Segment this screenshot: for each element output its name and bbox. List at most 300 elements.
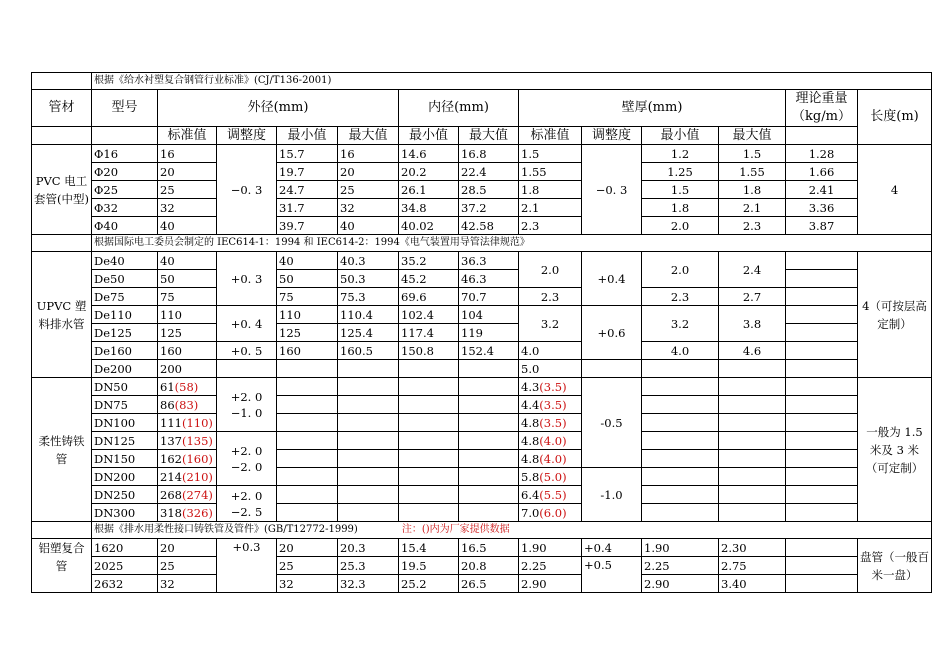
wall-adjust: +0.6	[582, 306, 642, 360]
wall-standard: 1.90	[519, 539, 582, 557]
model-cell: DN300	[92, 504, 158, 522]
id-max: 46.3	[459, 270, 519, 288]
wall-min: 1.8	[642, 199, 719, 217]
id-min	[399, 486, 459, 504]
od-max	[338, 468, 399, 486]
od-adjust: +0. 4	[217, 306, 277, 342]
wall-standard: 2.1	[519, 199, 582, 217]
od-max: 25	[338, 181, 399, 199]
model-cell: De200	[92, 360, 158, 378]
wall-standard: 2.3	[519, 217, 582, 235]
od-adjust	[217, 432, 277, 486]
model-cell: DN250	[92, 486, 158, 504]
length: 盘管（一般百米一盘）	[858, 539, 932, 593]
weight	[786, 486, 858, 504]
wall-min: 2.0	[642, 217, 719, 235]
od-max: 40.3	[338, 252, 399, 270]
blank-cell	[32, 522, 92, 539]
subheader-wall-standard: 标准值	[519, 127, 582, 145]
od-min: 19.7	[277, 163, 338, 181]
od-max: 32	[338, 199, 399, 217]
wall-min: 1.5	[642, 181, 719, 199]
od-mfr-value: (83)	[174, 397, 199, 412]
wall-max: 2.75	[719, 557, 786, 575]
pipe-spec-table	[31, 72, 932, 593]
od-adjust	[217, 360, 277, 378]
weight	[786, 432, 858, 450]
od-standard	[158, 378, 217, 396]
wall-standard	[519, 504, 582, 522]
id-max: 119	[459, 324, 519, 342]
od-adjust	[217, 378, 277, 432]
model-cell: DN100	[92, 414, 158, 432]
wall-value: 7.0	[521, 505, 540, 520]
wall-max	[719, 504, 786, 522]
od-min: 40	[277, 252, 338, 270]
wall-adjust: −0. 3	[582, 145, 642, 235]
header-model: 型号	[92, 90, 158, 127]
od-max	[338, 450, 399, 468]
model-cell: 2632	[92, 575, 158, 593]
od-value: 268	[160, 487, 182, 502]
weight	[786, 306, 858, 324]
header-outer-diameter: 外径(mm)	[158, 90, 399, 127]
wall-min	[642, 450, 719, 468]
id-max: 104	[459, 306, 519, 324]
id-max: 36.3	[459, 252, 519, 270]
wall-value: 4.8	[521, 415, 540, 430]
length: 一般为 1.5 米及 3 米（可定制）	[858, 378, 932, 522]
material-aluminum-plastic: 铝塑复合管	[32, 539, 92, 593]
od-adjust: +0. 3	[217, 252, 277, 306]
subheader-wall-adjust: 调整度	[582, 127, 642, 145]
wall-mfr-value: (4.0)	[539, 451, 567, 466]
od-adjust: −0. 3	[217, 145, 277, 235]
wall-value: 4.8	[521, 451, 540, 466]
od-min	[277, 504, 338, 522]
material-upvc: UPVC 塑料排水管	[32, 252, 92, 378]
id-max	[459, 396, 519, 414]
standard-iec614: 根据国际电工委员会制定的 IEC614-1：1994 和 IEC614-2：1994《电气装置用导管法律规范》	[92, 235, 932, 252]
wall-min	[642, 360, 719, 378]
od-min: 15.7	[277, 145, 338, 163]
id-min	[399, 378, 459, 396]
model-cell: De50	[92, 270, 158, 288]
id-min: 14.6	[399, 145, 459, 163]
id-max: 70.7	[459, 288, 519, 306]
model-cell: 2025	[92, 557, 158, 575]
id-min: 69.6	[399, 288, 459, 306]
od-standard	[158, 414, 217, 432]
wall-min	[642, 432, 719, 450]
wall-standard: 2.3	[519, 288, 582, 306]
od-min: 32	[277, 575, 338, 593]
wall-min: 1.2	[642, 145, 719, 163]
header-material: 管材	[32, 90, 92, 127]
id-min: 26.1	[399, 181, 459, 199]
wall-mfr-value: (4.0)	[539, 433, 567, 448]
wall-min: 1.25	[642, 163, 719, 181]
weight	[786, 252, 858, 270]
wall-max	[719, 450, 786, 468]
wall-min: 2.3	[642, 288, 719, 306]
wall-mfr-value: (3.5)	[539, 415, 567, 430]
od-min: 75	[277, 288, 338, 306]
wall-max: 2.7	[719, 288, 786, 306]
od-value: 162	[160, 451, 182, 466]
wall-min: 2.0	[642, 252, 719, 288]
od-standard: 110	[158, 306, 217, 324]
wall-min	[642, 468, 719, 486]
od-value: 61	[160, 379, 175, 394]
od-standard: 20	[158, 163, 217, 181]
weight	[786, 575, 858, 593]
od-standard	[158, 396, 217, 414]
od-value: 111	[160, 415, 182, 430]
header-inner-diameter: 内径(mm)	[399, 90, 519, 127]
wall-max	[719, 486, 786, 504]
od-standard	[158, 504, 217, 522]
id-max	[459, 378, 519, 396]
wall-standard: 1.55	[519, 163, 582, 181]
weight: 3.36	[786, 199, 858, 217]
subheader-od-adjust: 调整度	[217, 127, 277, 145]
wall-adjust: -1.0	[582, 468, 642, 522]
od-value: 86	[160, 397, 175, 412]
material-pvc: PVC 电工套管(中型)	[32, 145, 92, 235]
wall-min: 1.90	[642, 539, 719, 557]
wall-max: 1.55	[719, 163, 786, 181]
id-max	[459, 450, 519, 468]
od-max	[338, 504, 399, 522]
model-cell: Φ32	[92, 199, 158, 217]
wall-adjust: +0.4	[582, 539, 642, 557]
id-min: 34.8	[399, 199, 459, 217]
wall-standard	[519, 432, 582, 450]
length: 4	[858, 145, 932, 235]
wall-max	[719, 396, 786, 414]
od-min	[277, 486, 338, 504]
od-adjust	[217, 486, 277, 522]
wall-adjust	[582, 360, 642, 378]
wall-max	[719, 468, 786, 486]
wall-standard	[519, 414, 582, 432]
model-cell: DN75	[92, 396, 158, 414]
header-length: 长度(m)	[858, 90, 932, 145]
weight: 2.41	[786, 181, 858, 199]
model-cell: Φ20	[92, 163, 158, 181]
wall-mfr-value: (3.5)	[539, 397, 567, 412]
weight	[786, 270, 858, 288]
od-mfr-value: (110)	[181, 415, 213, 430]
id-min	[399, 468, 459, 486]
od-standard	[158, 432, 217, 450]
od-value: 318	[160, 505, 182, 520]
od-standard: 25	[158, 181, 217, 199]
od-min	[277, 468, 338, 486]
blank-cell	[786, 127, 858, 145]
wall-value: 4.3	[521, 379, 540, 394]
wall-value: 5.8	[521, 469, 540, 484]
wall-adjust: +0.4	[582, 252, 642, 306]
od-min	[277, 450, 338, 468]
id-min: 117.4	[399, 324, 459, 342]
od-min	[277, 414, 338, 432]
od-mfr-value: (210)	[181, 469, 213, 484]
od-standard: 32	[158, 199, 217, 217]
id-min: 19.5	[399, 557, 459, 575]
od-mfr-value: (160)	[181, 451, 213, 466]
od-standard: 40	[158, 217, 217, 235]
od-value: 137	[160, 433, 182, 448]
weight	[786, 557, 858, 575]
id-max	[459, 432, 519, 450]
od-standard: 200	[158, 360, 217, 378]
wall-min	[642, 396, 719, 414]
wall-standard	[519, 450, 582, 468]
wall-standard	[519, 486, 582, 504]
standard-gbt12772	[92, 522, 932, 539]
weight	[786, 288, 858, 306]
id-min: 15.4	[399, 539, 459, 557]
blank-cell	[92, 127, 158, 145]
od-standard	[158, 468, 217, 486]
id-max	[459, 504, 519, 522]
od-min: 31.7	[277, 199, 338, 217]
wall-value: 4.4	[521, 397, 540, 412]
material-ductile-iron: 柔性铸铁管	[32, 378, 92, 522]
model-cell: Φ16	[92, 145, 158, 163]
od-standard: 25	[158, 557, 217, 575]
od-min	[277, 360, 338, 378]
wall-max	[719, 414, 786, 432]
id-min	[399, 396, 459, 414]
od-min: 110	[277, 306, 338, 324]
id-min: 150.8	[399, 342, 459, 360]
wall-min: 3.2	[642, 306, 719, 342]
od-standard: 40	[158, 252, 217, 270]
od-value: 214	[160, 469, 182, 484]
od-min	[277, 378, 338, 396]
weight: 1.66	[786, 163, 858, 181]
subheader-wall-max: 最大值	[719, 127, 786, 145]
od-min: 50	[277, 270, 338, 288]
subheader-id-max: 最大值	[459, 127, 519, 145]
wall-standard	[519, 468, 582, 486]
id-min	[399, 450, 459, 468]
wall-max: 3.40	[719, 575, 786, 593]
id-max: 28.5	[459, 181, 519, 199]
wall-standard	[519, 378, 582, 396]
od-min: 39.7	[277, 217, 338, 235]
od-max: 75.3	[338, 288, 399, 306]
od-min	[277, 396, 338, 414]
od-min	[277, 432, 338, 450]
id-max: 37.2	[459, 199, 519, 217]
id-max: 20.8	[459, 557, 519, 575]
od-standard: 125	[158, 324, 217, 342]
weight	[786, 468, 858, 486]
subheader-od-max: 最大值	[338, 127, 399, 145]
od-max: 50.3	[338, 270, 399, 288]
model-cell: De40	[92, 252, 158, 270]
id-min: 45.2	[399, 270, 459, 288]
model-cell: DN200	[92, 468, 158, 486]
od-min: 24.7	[277, 181, 338, 199]
wall-adjust: -0.5	[582, 378, 642, 468]
weight: 3.87	[786, 217, 858, 235]
od-max	[338, 486, 399, 504]
wall-min	[642, 504, 719, 522]
od-min: 125	[277, 324, 338, 342]
wall-max: 4.6	[719, 342, 786, 360]
id-max: 26.5	[459, 575, 519, 593]
od-max: 20.3	[338, 539, 399, 557]
subheader-od-standard: 标准值	[158, 127, 217, 145]
wall-mfr-value: (6.0)	[539, 505, 567, 520]
wall-max	[719, 360, 786, 378]
wall-max: 3.8	[719, 306, 786, 342]
model-cell: De160	[92, 342, 158, 360]
wall-mfr-value: (5.5)	[539, 487, 567, 502]
model-cell: DN125	[92, 432, 158, 450]
id-max: 16.5	[459, 539, 519, 557]
od-max	[338, 414, 399, 432]
adjust-minus: −2. 0	[230, 459, 263, 474]
od-mfr-value: (274)	[181, 487, 213, 502]
id-min: 35.2	[399, 252, 459, 270]
od-max: 25.3	[338, 557, 399, 575]
od-max: 125.4	[338, 324, 399, 342]
id-max: 152.4	[459, 342, 519, 360]
id-min	[399, 432, 459, 450]
od-standard: 32	[158, 575, 217, 593]
wall-value: 4.8	[521, 433, 540, 448]
wall-min: 2.25	[642, 557, 719, 575]
wall-min	[642, 486, 719, 504]
weight	[786, 539, 858, 557]
id-min	[399, 414, 459, 432]
od-standard: 16	[158, 145, 217, 163]
id-min: 20.2	[399, 163, 459, 181]
subheader-id-min: 最小值	[399, 127, 459, 145]
id-max	[459, 468, 519, 486]
od-standard	[158, 450, 217, 468]
wall-mfr-value: (5.0)	[539, 469, 567, 484]
header-theoretical-weight: 理论重量（kg/m）	[786, 90, 858, 127]
blank-cell	[32, 235, 92, 252]
model-cell: Φ25	[92, 181, 158, 199]
weight	[786, 342, 858, 360]
weight	[786, 504, 858, 522]
weight	[786, 450, 858, 468]
od-mfr-value: (58)	[174, 379, 199, 394]
od-adjust: +0. 5	[217, 342, 277, 360]
weight	[786, 396, 858, 414]
od-standard: 50	[158, 270, 217, 288]
od-max: 20	[338, 163, 399, 181]
weight: 1.28	[786, 145, 858, 163]
model-cell: De75	[92, 288, 158, 306]
adjust-plus: +2. 0	[230, 389, 263, 404]
od-max: 160.5	[338, 342, 399, 360]
id-max: 22.4	[459, 163, 519, 181]
wall-adjust: +0.5	[582, 557, 642, 593]
od-mfr-value: (135)	[181, 433, 213, 448]
od-max	[338, 432, 399, 450]
weight	[786, 378, 858, 396]
adjust-minus: −1. 0	[230, 405, 263, 420]
model-cell: DN150	[92, 450, 158, 468]
wall-min	[642, 378, 719, 396]
wall-standard: 2.0	[519, 252, 582, 288]
wall-max	[719, 378, 786, 396]
model-cell: De125	[92, 324, 158, 342]
od-max: 16	[338, 145, 399, 163]
id-max	[459, 360, 519, 378]
model-cell: DN50	[92, 378, 158, 396]
adjust-plus: +2. 0	[230, 488, 263, 503]
od-min: 20	[277, 539, 338, 557]
weight	[786, 414, 858, 432]
model-cell: De110	[92, 306, 158, 324]
wall-min: 2.90	[642, 575, 719, 593]
id-min: 40.02	[399, 217, 459, 235]
wall-max: 2.3	[719, 217, 786, 235]
wall-max: 1.8	[719, 181, 786, 199]
od-adjust: +0.3	[217, 539, 277, 593]
id-max: 16.8	[459, 145, 519, 163]
od-max: 40	[338, 217, 399, 235]
blank-cell	[32, 73, 92, 90]
id-min	[399, 504, 459, 522]
od-max	[338, 396, 399, 414]
wall-max: 2.1	[719, 199, 786, 217]
wall-standard	[519, 396, 582, 414]
adjust-plus: +2. 0	[230, 443, 263, 458]
wall-min: 4.0	[642, 342, 719, 360]
od-max: 32.3	[338, 575, 399, 593]
adjust-minus: −2. 5	[230, 504, 263, 519]
weight	[786, 360, 858, 378]
wall-max	[719, 432, 786, 450]
subheader-od-min: 最小值	[277, 127, 338, 145]
wall-standard: 1.5	[519, 145, 582, 163]
subheader-wall-min: 最小值	[642, 127, 719, 145]
od-standard: 160	[158, 342, 217, 360]
wall-max: 2.4	[719, 252, 786, 288]
standard-cjt136: 根据《给水衬塑复合钢管行业标准》(CJ/T136-2001)	[92, 73, 932, 90]
od-standard: 75	[158, 288, 217, 306]
weight	[786, 324, 858, 342]
wall-standard: 4.0	[519, 342, 582, 360]
id-max: 42.58	[459, 217, 519, 235]
od-max	[338, 360, 399, 378]
od-max: 110.4	[338, 306, 399, 324]
id-min	[399, 360, 459, 378]
wall-standard: 2.90	[519, 575, 582, 593]
blank-cell	[32, 127, 92, 145]
od-mfr-value: (326)	[181, 505, 213, 520]
wall-standard: 3.2	[519, 306, 582, 342]
od-min: 160	[277, 342, 338, 360]
wall-value: 6.4	[521, 487, 540, 502]
wall-max: 2.30	[719, 539, 786, 557]
wall-min	[642, 414, 719, 432]
id-max	[459, 414, 519, 432]
id-min: 102.4	[399, 306, 459, 324]
od-max	[338, 378, 399, 396]
